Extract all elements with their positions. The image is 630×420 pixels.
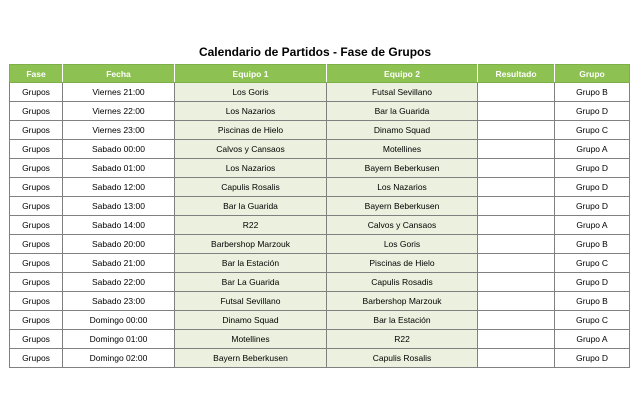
table-row [10,216,630,235]
equipo-2-cell: Barbershop Marzouk [327,292,478,311]
table-header [10,65,630,83]
grupo-cell: Grupo C [555,121,630,140]
resultado-cell [478,121,555,140]
equipo-2-cell: Calvos y Cansaos [327,216,478,235]
equipo-2-cell: Bar la Estación [327,311,478,330]
fase-cell: Grupos [10,235,63,254]
equipo-2-cell: Capulis Rosadis [327,273,478,292]
equipo-2-cell: Bayern Beberkusen [327,159,478,178]
table-row [10,273,630,292]
equipo-1-cell: Los Nazarios [175,102,327,121]
fecha-cell: Sabado 13:00 [63,197,175,216]
equipo-2-cell: R22 [327,330,478,349]
equipo-1-cell: Barbershop Marzouk [175,235,327,254]
grupo-cell: Grupo C [555,311,630,330]
fecha-cell: Viernes 22:00 [63,102,175,121]
fase-cell: Grupos [10,159,63,178]
fase-cell: Grupos [10,311,63,330]
resultado-cell [478,235,555,254]
grupo-cell: Grupo D [555,159,630,178]
equipo-2-cell: Los Goris [327,235,478,254]
resultado-cell [478,273,555,292]
table-row [10,159,630,178]
grupo-cell: Grupo B [555,83,630,102]
fecha-cell: Sabado 12:00 [63,178,175,197]
fecha-cell: Sabado 00:00 [63,140,175,159]
resultado-cell [478,83,555,102]
equipo-1-cell: Bayern Beberkusen [175,349,327,368]
equipo-1-cell: Dinamo Squad [175,311,327,330]
fase-cell: Grupos [10,121,63,140]
fase-cell: Grupos [10,102,63,121]
column-header-fase: Fase [10,65,63,83]
fase-cell: Grupos [10,178,63,197]
equipo-1-cell: R22 [175,216,327,235]
fase-cell: Grupos [10,83,63,102]
grupo-cell: Grupo D [555,178,630,197]
equipo-1-cell: Los Nazarios [175,159,327,178]
equipo-2-cell: Dinamo Squad [327,121,478,140]
resultado-cell [478,140,555,159]
equipo-1-cell: Los Goris [175,83,327,102]
resultado-cell [478,292,555,311]
column-header-equipo-1: Equipo 1 [175,65,327,83]
header-row [10,65,630,83]
table-row [10,349,630,368]
grupo-cell: Grupo D [555,349,630,368]
grupo-cell: Grupo C [555,254,630,273]
resultado-cell [478,197,555,216]
equipo-2-cell: Bar la Guarida [327,102,478,121]
fase-cell: Grupos [10,140,63,159]
equipo-2-cell: Motellines [327,140,478,159]
resultado-cell [478,311,555,330]
page-title: Calendario de Partidos - Fase de Grupos [198,45,432,59]
fecha-cell: Sabado 20:00 [63,235,175,254]
grupo-cell: Grupo A [555,330,630,349]
fase-cell: Grupos [10,216,63,235]
resultado-cell [478,102,555,121]
equipo-2-cell: Piscinas de Hielo [327,254,478,273]
fase-cell: Grupos [10,197,63,216]
equipo-2-cell: Los Nazarios [327,178,478,197]
table-row [10,83,630,102]
table-row [10,235,630,254]
fecha-cell: Viernes 23:00 [63,121,175,140]
resultado-cell [478,216,555,235]
equipo-1-cell: Bar la Estación [175,254,327,273]
fase-cell: Grupos [10,254,63,273]
fase-cell: Grupos [10,273,63,292]
fecha-cell: Sabado 22:00 [63,273,175,292]
equipo-1-cell: Calvos y Cansaos [175,140,327,159]
fecha-cell: Domingo 02:00 [63,349,175,368]
equipo-1-cell: Piscinas de Hielo [175,121,327,140]
column-header-grupo: Grupo [555,65,630,83]
equipo-1-cell: Bar la Guarida [175,197,327,216]
column-header-fecha: Fecha [63,65,175,83]
grupo-cell: Grupo D [555,102,630,121]
table-row [10,254,630,273]
schedule-table [9,64,630,368]
table-row [10,102,630,121]
equipo-2-cell: Capulis Rosalis [327,349,478,368]
fecha-cell: Domingo 00:00 [63,311,175,330]
table-row [10,330,630,349]
resultado-cell [478,159,555,178]
resultado-cell [478,330,555,349]
fecha-cell: Domingo 01:00 [63,330,175,349]
table-row [10,311,630,330]
fase-cell: Grupos [10,349,63,368]
table-row [10,121,630,140]
column-header-resultado: Resultado [478,65,555,83]
fecha-cell: Viernes 21:00 [63,83,175,102]
equipo-2-cell: Bayern Beberkusen [327,197,478,216]
column-header-equipo-2: Equipo 2 [327,65,478,83]
table-row [10,197,630,216]
equipo-2-cell: Futsal Sevillano [327,83,478,102]
table-body [10,83,630,368]
resultado-cell [478,349,555,368]
grupo-cell: Grupo B [555,235,630,254]
equipo-1-cell: Bar La Guarida [175,273,327,292]
equipo-1-cell: Futsal Sevillano [175,292,327,311]
table-row [10,140,630,159]
table-row [10,292,630,311]
grupo-cell: Grupo A [555,216,630,235]
fase-cell: Grupos [10,330,63,349]
grupo-cell: Grupo B [555,292,630,311]
table-row [10,178,630,197]
fase-cell: Grupos [10,292,63,311]
grupo-cell: Grupo D [555,197,630,216]
fecha-cell: Sabado 23:00 [63,292,175,311]
equipo-1-cell: Motellines [175,330,327,349]
fecha-cell: Sabado 14:00 [63,216,175,235]
equipo-1-cell: Capulis Rosalis [175,178,327,197]
resultado-cell [478,254,555,273]
grupo-cell: Grupo A [555,140,630,159]
resultado-cell [478,178,555,197]
fecha-cell: Sabado 21:00 [63,254,175,273]
fecha-cell: Sabado 01:00 [63,159,175,178]
grupo-cell: Grupo D [555,273,630,292]
